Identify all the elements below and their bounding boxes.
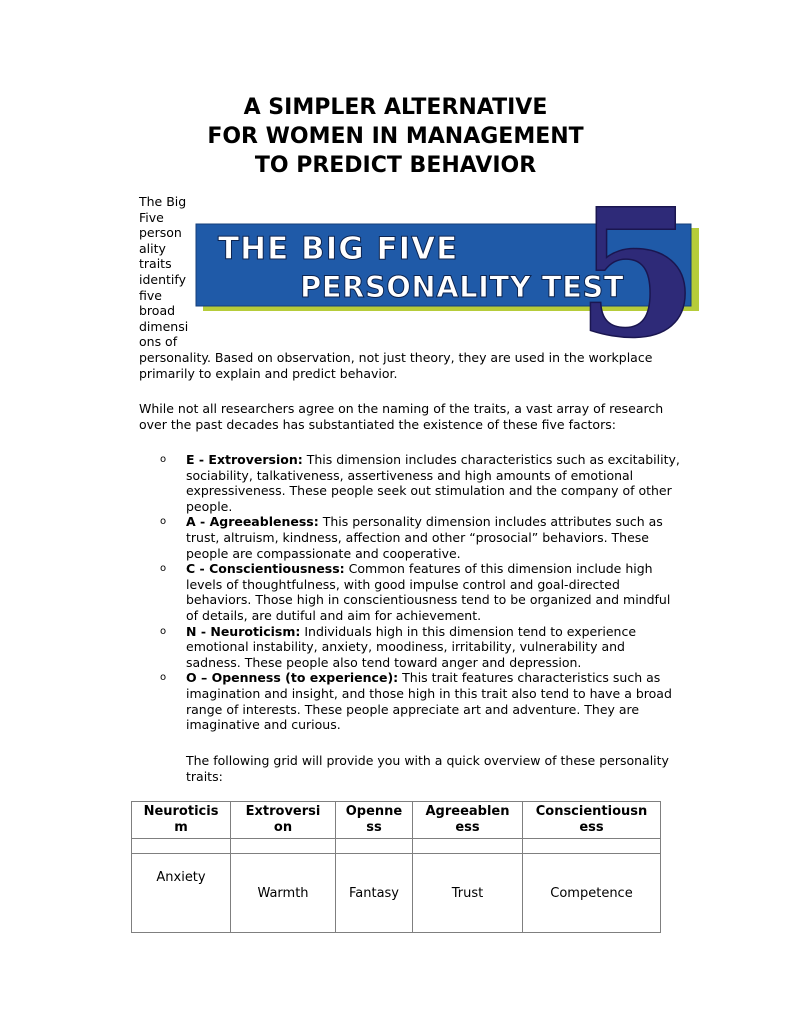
text-line: over the past decades has substantiated the existence of these five factors:: [139, 416, 616, 432]
text-line: range of interests. These people appreciate art and adventure. They are: [186, 701, 640, 717]
text-line: expressiveness. These people seek out stimulation and the company of other: [186, 483, 672, 499]
list-item-neuroticism: [160, 624, 720, 671]
intro-word: ons of: [139, 334, 178, 350]
banner-line-2: PERSONALITY TEST: [300, 270, 625, 304]
trait-desc: Individuals high in this dimension tend to experience: [300, 623, 637, 639]
list-item-conscientiousness: [160, 561, 720, 623]
list-item-openness: [160, 670, 720, 732]
bullet-icon: o: [160, 625, 167, 637]
header-text: Conscientiousn: [535, 804, 648, 819]
table-header-row: [132, 802, 661, 839]
header-cell: [132, 802, 231, 839]
header-text: Agreeablen: [425, 804, 510, 819]
document-title: [0, 93, 791, 180]
text-line: personality. Based on observation, not just theory, they are used in the workplace: [139, 350, 653, 365]
intro-word: The Big: [139, 194, 187, 209]
text-line: emotional instability, anxiety, moodiness, irritability, vulnerability and: [186, 639, 625, 655]
bullet-icon: o: [160, 563, 167, 575]
intro-word: Five: [139, 209, 164, 225]
intro-word: broad: [139, 303, 176, 319]
header-text: ess: [455, 820, 480, 835]
table-cell: Fantasy: [336, 854, 413, 933]
table-cell: Competence: [523, 854, 661, 933]
bullet-icon: o: [160, 454, 167, 465]
trait-desc: This dimension includes characteristics such as excitability,: [302, 452, 680, 467]
title-line: TO PREDICT BEHAVIOR: [254, 153, 537, 178]
grid-intro-paragraph: [186, 753, 669, 784]
trait-desc: Common features of this dimension include high: [344, 561, 653, 577]
header-text: Neuroticis: [143, 804, 219, 819]
text-line: sociability, talkativeness, assertiveness and high amounts of emotional: [186, 467, 634, 483]
trait-desc: This personality dimension includes attributes such as: [318, 514, 663, 530]
table-cell: Anxiety: [132, 854, 231, 933]
intro-paragraph-continued: [139, 350, 652, 381]
text-line: trust, altruism, kindness, affection and other “prosocial” behaviors. These: [186, 529, 649, 545]
trait-term: O – Openness (to experience):: [186, 670, 399, 686]
bullet-icon: o: [160, 672, 167, 684]
list-item-agreeableness: [160, 514, 720, 561]
text-line: The following grid will provide you with a quick overview of these personality: [186, 753, 669, 768]
intro-wrapped-text: [139, 194, 195, 350]
text-line: While not all researchers agree on the naming of the traits, a vast array of research: [139, 401, 664, 416]
text-line: traits:: [186, 768, 223, 784]
intro-word: traits: [139, 256, 172, 272]
trait-term: C - Conscientiousness:: [186, 561, 345, 577]
table-spacer-row: [132, 839, 661, 854]
header-text: ss: [366, 820, 382, 835]
header-cell: [523, 802, 661, 839]
research-paragraph: [139, 401, 663, 432]
intro-word: person: [139, 225, 182, 241]
banner-numeral: 5: [576, 197, 699, 345]
header-cell: [231, 802, 336, 839]
text-line: sadness. These people also tend toward anger and depression.: [186, 654, 582, 670]
text-line: primarily to explain and predict behavior.: [139, 365, 398, 381]
text-line: behaviors. Those high in conscientiousness tend to be organized and mindful: [186, 592, 671, 608]
trait-term: N - Neuroticism:: [186, 623, 301, 639]
table-row: [132, 854, 661, 933]
text-line: imaginative and curious.: [186, 717, 341, 733]
header-text: on: [273, 820, 293, 835]
bullet-icon: o: [160, 516, 167, 528]
header-cell: [413, 802, 523, 839]
header-cell: [336, 802, 413, 839]
big-five-banner-image: [194, 197, 700, 345]
list-item-extroversion: [160, 452, 720, 514]
header-text: Openne: [345, 804, 403, 819]
intro-word: identify: [139, 271, 186, 287]
title-line: FOR WOMEN IN MANAGEMENT: [207, 124, 584, 149]
intro-word: five: [139, 287, 162, 303]
header-text: m: [174, 820, 188, 835]
text-line: of details, are dutiful and aim for achievement.: [186, 607, 482, 623]
header-text: Extroversi: [245, 804, 321, 819]
intro-word: dimensi: [139, 318, 189, 334]
text-line: people are compassionate and cooperative.: [186, 545, 461, 561]
intro-word: ality: [139, 240, 166, 256]
trait-desc: This trait features characteristics such as: [398, 670, 661, 686]
table-cell: Trust: [413, 854, 523, 933]
text-line: people.: [186, 498, 233, 514]
trait-term: A - Agreeableness:: [186, 514, 319, 530]
text-line: imagination and insight, and those high in this trait also tend to have a broad: [186, 685, 672, 701]
trait-term: E - Extroversion:: [186, 452, 303, 467]
traits-table: [131, 801, 661, 933]
table-cell: Warmth: [231, 854, 336, 933]
text-line: levels of thoughtfulness, with good impulse control and goal-directed: [186, 576, 620, 592]
banner-line-1: THE BIG FIVE: [218, 231, 459, 267]
traits-bullet-list: [160, 452, 720, 733]
title-line: A SIMPLER ALTERNATIVE: [243, 95, 548, 120]
header-text: ess: [579, 820, 604, 835]
